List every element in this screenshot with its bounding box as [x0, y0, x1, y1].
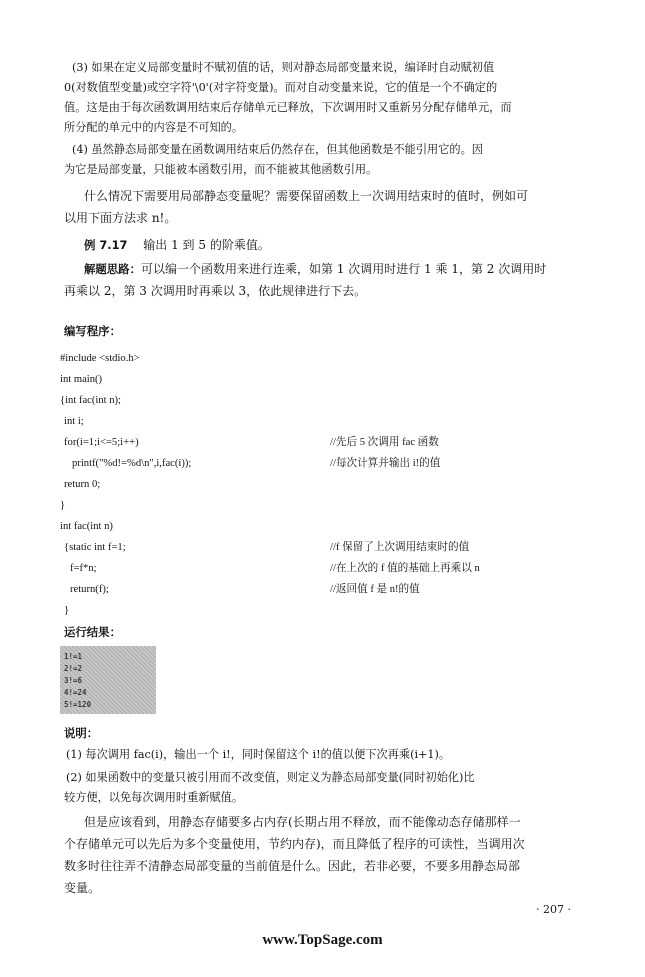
solution-idea — [64, 258, 580, 302]
code-line: return 0; — [64, 479, 101, 490]
explanation-2 — [64, 768, 580, 808]
output-line: 4!=24 — [64, 688, 87, 697]
text-line: (4) 虽然静态局部变量在函数调用结束后仍然存在，但其他函数是不能引用它的。因 — [72, 143, 483, 156]
text-line: 变量。 — [64, 881, 101, 895]
idea-label: 解题思路： — [84, 262, 141, 276]
text-line: 为它是局部变量，只能被本函数引用，而不能被其他函数引用。 — [64, 163, 378, 176]
paragraph-question — [64, 185, 580, 229]
code-line: int main() — [60, 374, 103, 385]
text-line: (3) 如果在定义局部变量时不赋初值的话，则对静态局部变量来说，编译时自动赋初值 — [72, 61, 495, 74]
output-line: 5!=120 — [64, 700, 92, 709]
code-line: for(i=1;i<=5;i++) — [64, 437, 139, 448]
output-line: 1!=1 — [64, 652, 83, 661]
text-line: 以用下面方法求 n!。 — [64, 211, 177, 225]
text-line: 但是应该看到，用静态存储要多占内存(长期占用不释放，而不能像动态存储那样一 — [84, 815, 521, 829]
run-output-screenshot — [60, 646, 156, 714]
text-line: 什么情况下需要用局部静态变量呢？需要保留函数上一次调用结束时的值时，例如可 — [84, 189, 529, 203]
code-line: {int fac(int n); — [60, 395, 121, 406]
code-comment: //返回值 f 是 n!的值 — [330, 584, 420, 595]
paragraph-3 — [64, 58, 580, 138]
code-line: f=f*n; — [70, 563, 97, 574]
code-line: #include <stdio.h> — [60, 353, 140, 364]
code-comment: //f 保留了上次调用结束时的值 — [330, 542, 470, 553]
text-line: 所分配的单元中的内容是不可知的。 — [64, 121, 244, 134]
example-heading — [84, 236, 270, 254]
explanation-1 — [64, 745, 580, 765]
code-line: } — [60, 500, 66, 511]
code-line: {static int f=1; — [64, 542, 126, 553]
text-line: (2) 如果函数中的变量只被引用而不改变值，则定义为静态局部变量(同时初始化)比 — [66, 771, 475, 784]
code-comment: //先后 5 次调用 fac 函数 — [330, 437, 439, 448]
code-comment: //每次计算并输出 i!的值 — [330, 458, 441, 469]
idea-text: 可以编一个函数用来进行连乘，如第 1 次调用时进行 1 乘 1，第 2 次调用时 — [140, 262, 547, 276]
text-line: 0(对数值型变量)或空字符'\0'(对字符变量)。而对自动变量来说，它的值是一个不确定的 — [64, 81, 498, 94]
code-line: int i; — [64, 416, 84, 427]
code-line: } — [64, 605, 70, 616]
paragraph-4 — [64, 140, 580, 180]
text-line: (1) 每次调用 fac(i)，输出一个 i!，同时保留这个 i!的值以便下次再乘(i+1)。 — [66, 748, 451, 761]
text-line: 数多时往往弄不清静态局部变量的当前值是什么。因此，若非必要，不要多用静态局部 — [64, 859, 521, 873]
code-line: printf("%d!=%d\n",i,fac(i)); — [72, 458, 192, 469]
example-text: 输出 1 到 5 的阶乘值。 — [143, 238, 270, 252]
run-result-label: 运行结果： — [64, 625, 121, 639]
write-program-label: 编写程序： — [64, 324, 121, 338]
text-line: 值。这是由于每次函数调用结束后存储单元已释放，下次调用时又重新另分配存储单元，而 — [64, 101, 512, 114]
text-line — [64, 258, 580, 280]
explanation-label: 说明： — [64, 726, 99, 740]
text-line: 再乘以 2，第 3 次调用时再乘以 3，依此规律进行下去。 — [64, 284, 367, 298]
page-number: · 207 · — [536, 903, 571, 916]
paragraph-closing — [64, 811, 580, 899]
output-line: 2!=2 — [64, 664, 83, 673]
output-line: 3!=6 — [64, 676, 83, 685]
text-line: 较方便，以免每次调用时重新赋值。 — [64, 791, 244, 804]
text-line: 个存储单元可以先后为多个变量使用，节约内存)，而且降低了程序的可读性，当调用次 — [64, 837, 525, 851]
example-label: 例 7.17 — [84, 238, 128, 252]
footer-url: www.TopSage.com — [262, 932, 383, 948]
code-comment: //在上次的 f 值的基础上再乘以 n — [330, 563, 480, 574]
code-line: return(f); — [70, 584, 109, 595]
code-line: int fac(int n) — [60, 521, 113, 532]
